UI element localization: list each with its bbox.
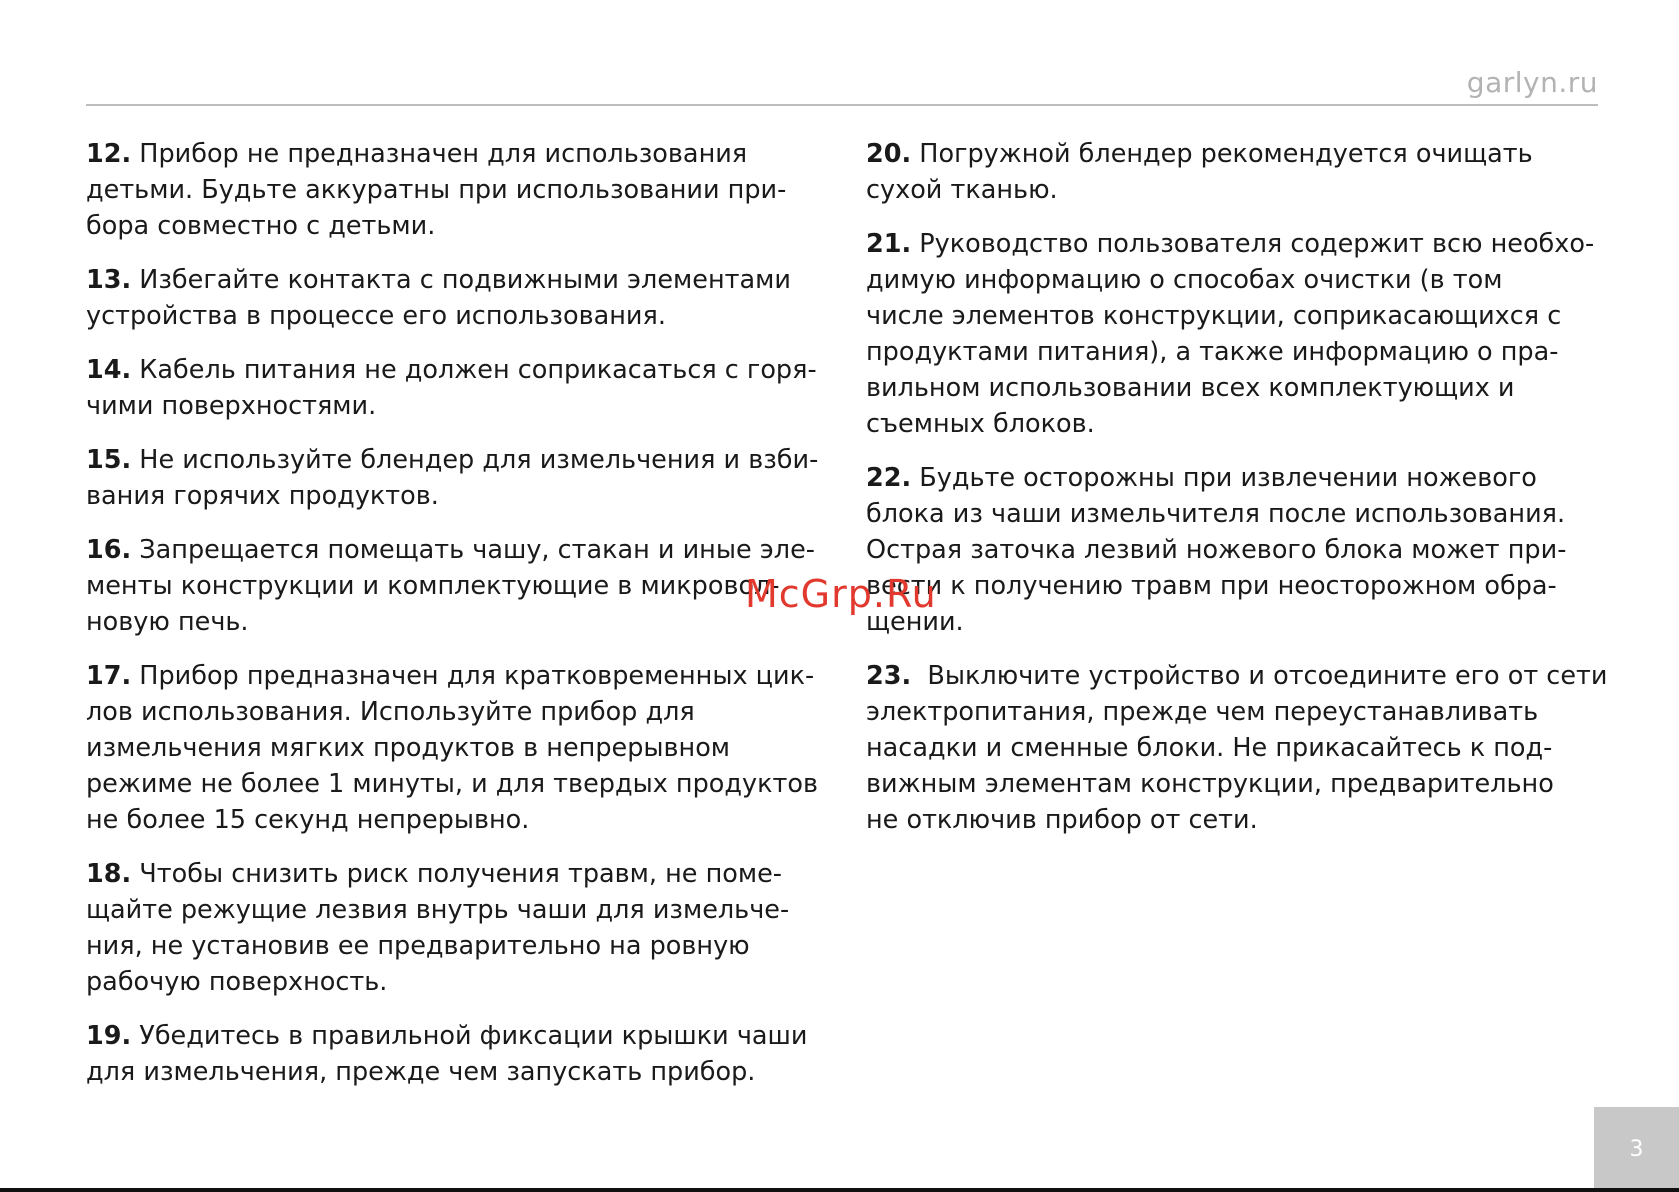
- text-line: Острая заточка лезвий ножевого блока может при-: [866, 535, 1567, 565]
- text-line: [86, 352, 826, 388]
- item-number: 14.: [86, 355, 132, 385]
- text-line: димую информацию о способах очистки (в том: [866, 265, 1503, 295]
- text-line: не отключив прибор от сети.: [866, 805, 1258, 835]
- text-line: [866, 658, 1606, 694]
- text-line: для измельчения, прежде чем запускать прибор.: [86, 1057, 756, 1087]
- list-item: [86, 352, 826, 424]
- text-line: [866, 460, 1606, 496]
- list-item: [86, 262, 826, 334]
- item-number: 22.: [866, 463, 912, 493]
- list-item: [86, 856, 826, 1000]
- text-line: новую печь.: [86, 607, 249, 637]
- text-line: съемных блоков.: [866, 409, 1095, 439]
- text-line: чими поверхностями.: [86, 391, 377, 421]
- item-number: 13.: [86, 265, 132, 295]
- text-line: [866, 226, 1606, 262]
- text-line: блока из чаши измельчителя после использования.: [866, 499, 1566, 529]
- text-line: менты конструкции и комплектующие в микровол-: [86, 571, 780, 601]
- item-number: 19.: [86, 1021, 132, 1051]
- text-line: насадки и сменные блоки. Не прикасайтесь к под-: [866, 733, 1553, 763]
- right-column: [866, 136, 1606, 856]
- list-item: [866, 658, 1606, 838]
- item-text: Убедитесь в правильной фиксации крышки чаши: [131, 1021, 808, 1051]
- text-line: измельчения мягких продуктов в непрерывном: [86, 733, 731, 763]
- list-item: [866, 136, 1606, 208]
- text-line: [86, 136, 826, 172]
- item-number: 18.: [86, 859, 132, 889]
- item-text: Запрещается помещать чашу, стакан и иные эле-: [131, 535, 815, 565]
- list-item: [86, 136, 826, 244]
- item-number: 12.: [86, 139, 132, 169]
- list-item: [866, 226, 1606, 442]
- list-item: [86, 1018, 826, 1090]
- list-item: [86, 658, 826, 838]
- text-line: щении.: [866, 607, 964, 637]
- item-text: Не используйте блендер для измельчения и взби-: [131, 445, 819, 475]
- text-line: ния, не установив ее предварительно на ровную: [86, 931, 750, 961]
- item-text: Прибор не предназначен для использования: [131, 139, 748, 169]
- text-line: вижным элементам конструкции, предварительно: [866, 769, 1554, 799]
- item-number: 16.: [86, 535, 132, 565]
- item-text: Выключите устройство и отсоедините его от сети: [911, 661, 1608, 691]
- text-line: вания горячих продуктов.: [86, 481, 439, 511]
- text-line: электропитания, прежде чем переустанавливать: [866, 697, 1539, 727]
- bottom-border: [0, 1188, 1679, 1192]
- item-number: 21.: [866, 229, 912, 259]
- text-line: [86, 1018, 826, 1054]
- text-line: [86, 658, 826, 694]
- item-text: Погружной блендер рекомендуется очищать: [911, 139, 1533, 169]
- text-line: [86, 262, 826, 298]
- item-text: Будьте осторожны при извлечении ножевого: [911, 463, 1537, 493]
- list-item: [86, 532, 826, 640]
- page-number: 3: [1594, 1107, 1679, 1192]
- list-item: [866, 460, 1606, 640]
- item-text: Избегайте контакта с подвижными элементами: [131, 265, 791, 295]
- text-line: щайте режущие лезвия внутрь чаши для измельче-: [86, 895, 790, 925]
- text-line: [86, 442, 826, 478]
- text-line: устройства в процессе его использования.: [86, 301, 666, 331]
- watermark: McGrp.Ru: [745, 572, 937, 616]
- text-line: лов использования. Используйте прибор для: [86, 697, 695, 727]
- list-item: [86, 442, 826, 514]
- text-line: вильном использовании всех комплектующих и: [866, 373, 1515, 403]
- item-number: 17.: [86, 661, 132, 691]
- text-line: [86, 532, 826, 568]
- item-text: Кабель питания не должен соприкасаться с горя-: [131, 355, 817, 385]
- text-line: бора совместно с детьми.: [86, 211, 436, 241]
- header-divider: [86, 104, 1598, 106]
- item-text: Руководство пользователя содержит всю необхо-: [911, 229, 1595, 259]
- text-line: [86, 856, 826, 892]
- text-line: [866, 136, 1606, 172]
- item-text: Прибор предназначен для кратковременных цик-: [131, 661, 815, 691]
- item-number: 23.: [866, 661, 912, 691]
- item-text: Чтобы снизить риск получения травм, не поме-: [131, 859, 782, 889]
- item-number: 15.: [86, 445, 132, 475]
- text-line: сухой тканью.: [866, 175, 1058, 205]
- text-line: детьми. Будьте аккуратны при использовании при-: [86, 175, 787, 205]
- text-line: режиме не более 1 минуты, и для твердых продуктов: [86, 769, 818, 799]
- text-line: не более 15 секунд непрерывно.: [86, 805, 530, 835]
- text-line: числе элементов конструкции, соприкасающихся с: [866, 301, 1562, 331]
- text-line: вести к получению травм при неосторожном обра-: [866, 571, 1557, 601]
- site-url[interactable]: garlyn.ru: [1466, 66, 1598, 99]
- item-number: 20.: [866, 139, 912, 169]
- text-line: рабочую поверхность.: [86, 967, 388, 997]
- left-column: [86, 136, 826, 1108]
- text-line: продуктами питания), а также информацию о пра-: [866, 337, 1559, 367]
